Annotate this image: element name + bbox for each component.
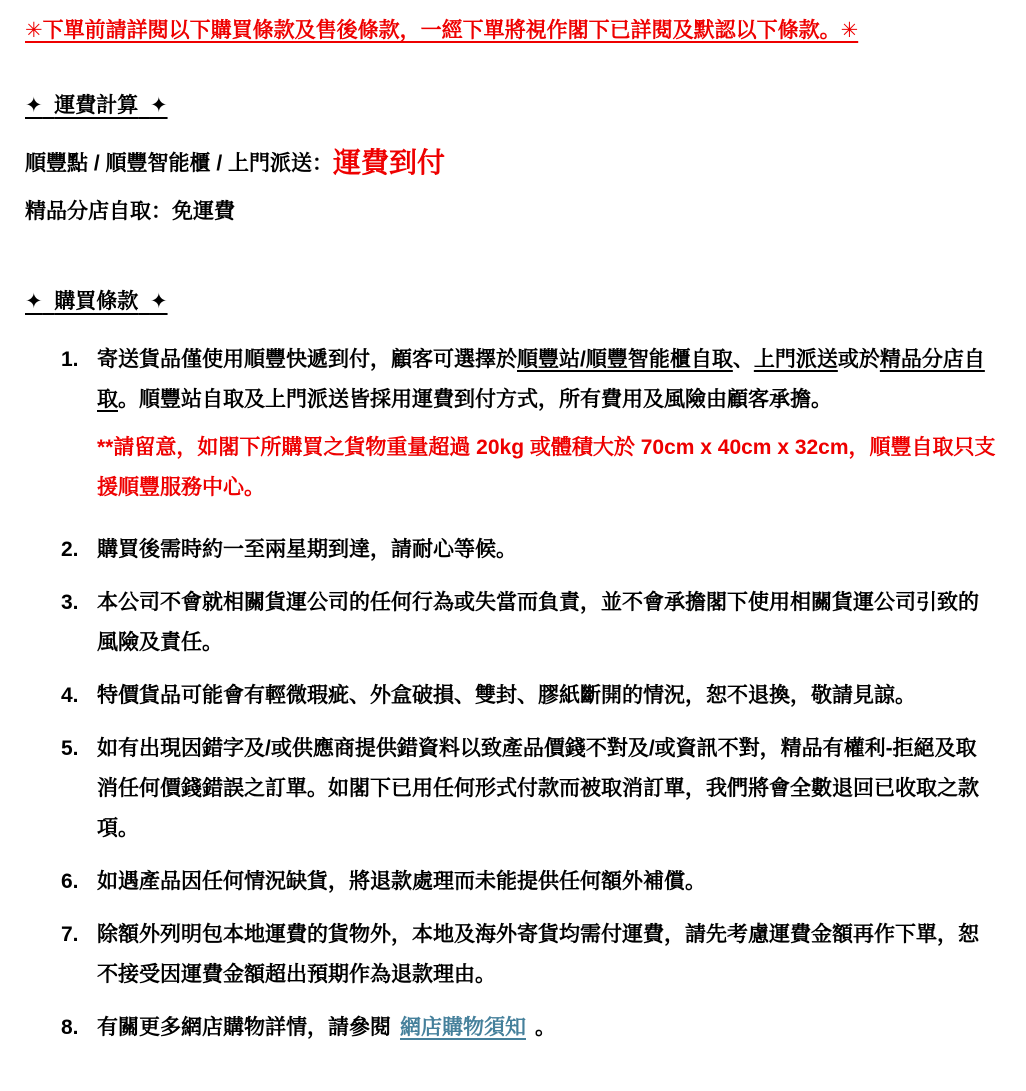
term-item-text: 購買後需時約一至兩星期到達，請耐心等候。	[97, 538, 517, 561]
pickup-option-door-delivery-underline: 上門派送	[753, 348, 838, 371]
purchase-terms-heading-label: 購買條款	[54, 290, 139, 313]
purchase-terms-heading	[25, 289, 168, 315]
term-1-text-part: 寄送貨品僅使用順豐快遞到付，顧客可選擇於	[97, 348, 517, 371]
term-item-text	[97, 340, 996, 517]
four-pointed-star-icon: ✦	[149, 290, 168, 313]
shipping-fee-heading-label: 運費計算	[54, 94, 139, 117]
term-8-text-part: 。	[535, 1016, 556, 1039]
shipping-fee-heading	[25, 93, 168, 119]
term-item-number: 5.	[61, 737, 79, 760]
term-1-text-part: 。順豐站自取及上門派送皆採用運費到付方式，所有費用及風險由顧客承擔。	[118, 388, 832, 411]
store-pickup-line: 精品分店自取：免運費	[25, 200, 235, 223]
term-item-number: 7.	[61, 923, 79, 946]
term-item-5	[25, 729, 996, 849]
pre-order-notice: ✳下單前請詳閱以下購買條款及售後條款，一經下單將視作閣下已詳閱及默認以下條款。✳	[25, 19, 859, 42]
term-item-2	[25, 530, 996, 570]
term-item-text: 如遇產品因任何情況缺貨，將退款處理而未能提供任何額外補償。	[97, 870, 706, 893]
pickup-option-store-pickup-underline: 精品分店自取	[97, 348, 985, 411]
shopping-guide-link[interactable]: 網店購物須知	[400, 1016, 526, 1039]
terms-list	[25, 340, 996, 1048]
term-item-number: 8.	[61, 1016, 79, 1039]
term-item-text: 本公司不會就相關貨運公司的任何行為或失當而負責，並不會承擔閣下使用相關貨運公司引致的風險及責任。	[97, 591, 979, 654]
term-item-number: 1.	[61, 348, 79, 371]
term-item-number: 3.	[61, 591, 79, 614]
term-item-text	[97, 1008, 996, 1048]
term-item-text: 特價貨品可能會有輕微瑕疵、外盒破損、雙封、膠紙斷開的情況，恕不退換，敬請見諒。	[97, 684, 916, 707]
shipping-fee-section-heading-row	[25, 93, 996, 119]
pickup-option-sf-station-underline: 順豐站/順豐智能櫃自取	[517, 348, 733, 371]
term-item-number: 4.	[61, 684, 79, 707]
four-pointed-star-icon: ✦	[25, 290, 43, 313]
term-item-4	[25, 676, 996, 716]
term-item-3	[25, 583, 996, 663]
four-pointed-star-icon: ✦	[25, 94, 43, 117]
purchase-terms-section-heading-row	[25, 289, 996, 315]
term-1-text-part: 或於	[837, 348, 880, 371]
term-item-number: 2.	[61, 538, 79, 561]
four-pointed-star-icon: ✦	[149, 94, 168, 117]
term-item-1	[25, 340, 996, 517]
overweight-oversize-notice: **請留意，如閣下所購買之貨物重量超過 20kg 或體積大於 70cm x 40cm x 32cm，順豐自取只支援順豐服務中心。	[97, 436, 996, 499]
freight-collect-value: 運費到付	[333, 147, 446, 178]
term-8-text-part: 有關更多網店購物詳情，請參閱	[97, 1016, 391, 1039]
term-item-text: 除額外列明包本地運費的貨物外，本地及海外寄貨均需付運費，請先考慮運費金額再作下單，恕不接受因運費金額超出預期作為退款理由。	[97, 923, 979, 986]
term-item-text: 如有出現因錯字及/或供應商提供錯資料以致產品價錢不對及/或資訊不對，精品有權利-拒絕及取消任何價錢錯誤之訂單。如閣下已用任何形式付款而被取消訂單，我們將會全數退回已收取之款項。	[97, 737, 979, 840]
term-item-6	[25, 862, 996, 902]
term-item-8	[25, 1008, 996, 1048]
term-item-number: 6.	[61, 870, 79, 893]
term-item-7	[25, 915, 996, 995]
shipping-methods-label: 順豐點 / 順豐智能櫃 / 上門派送：	[25, 152, 334, 175]
shipping-methods-line	[25, 146, 996, 181]
term-1-text-part: 、	[732, 348, 754, 371]
